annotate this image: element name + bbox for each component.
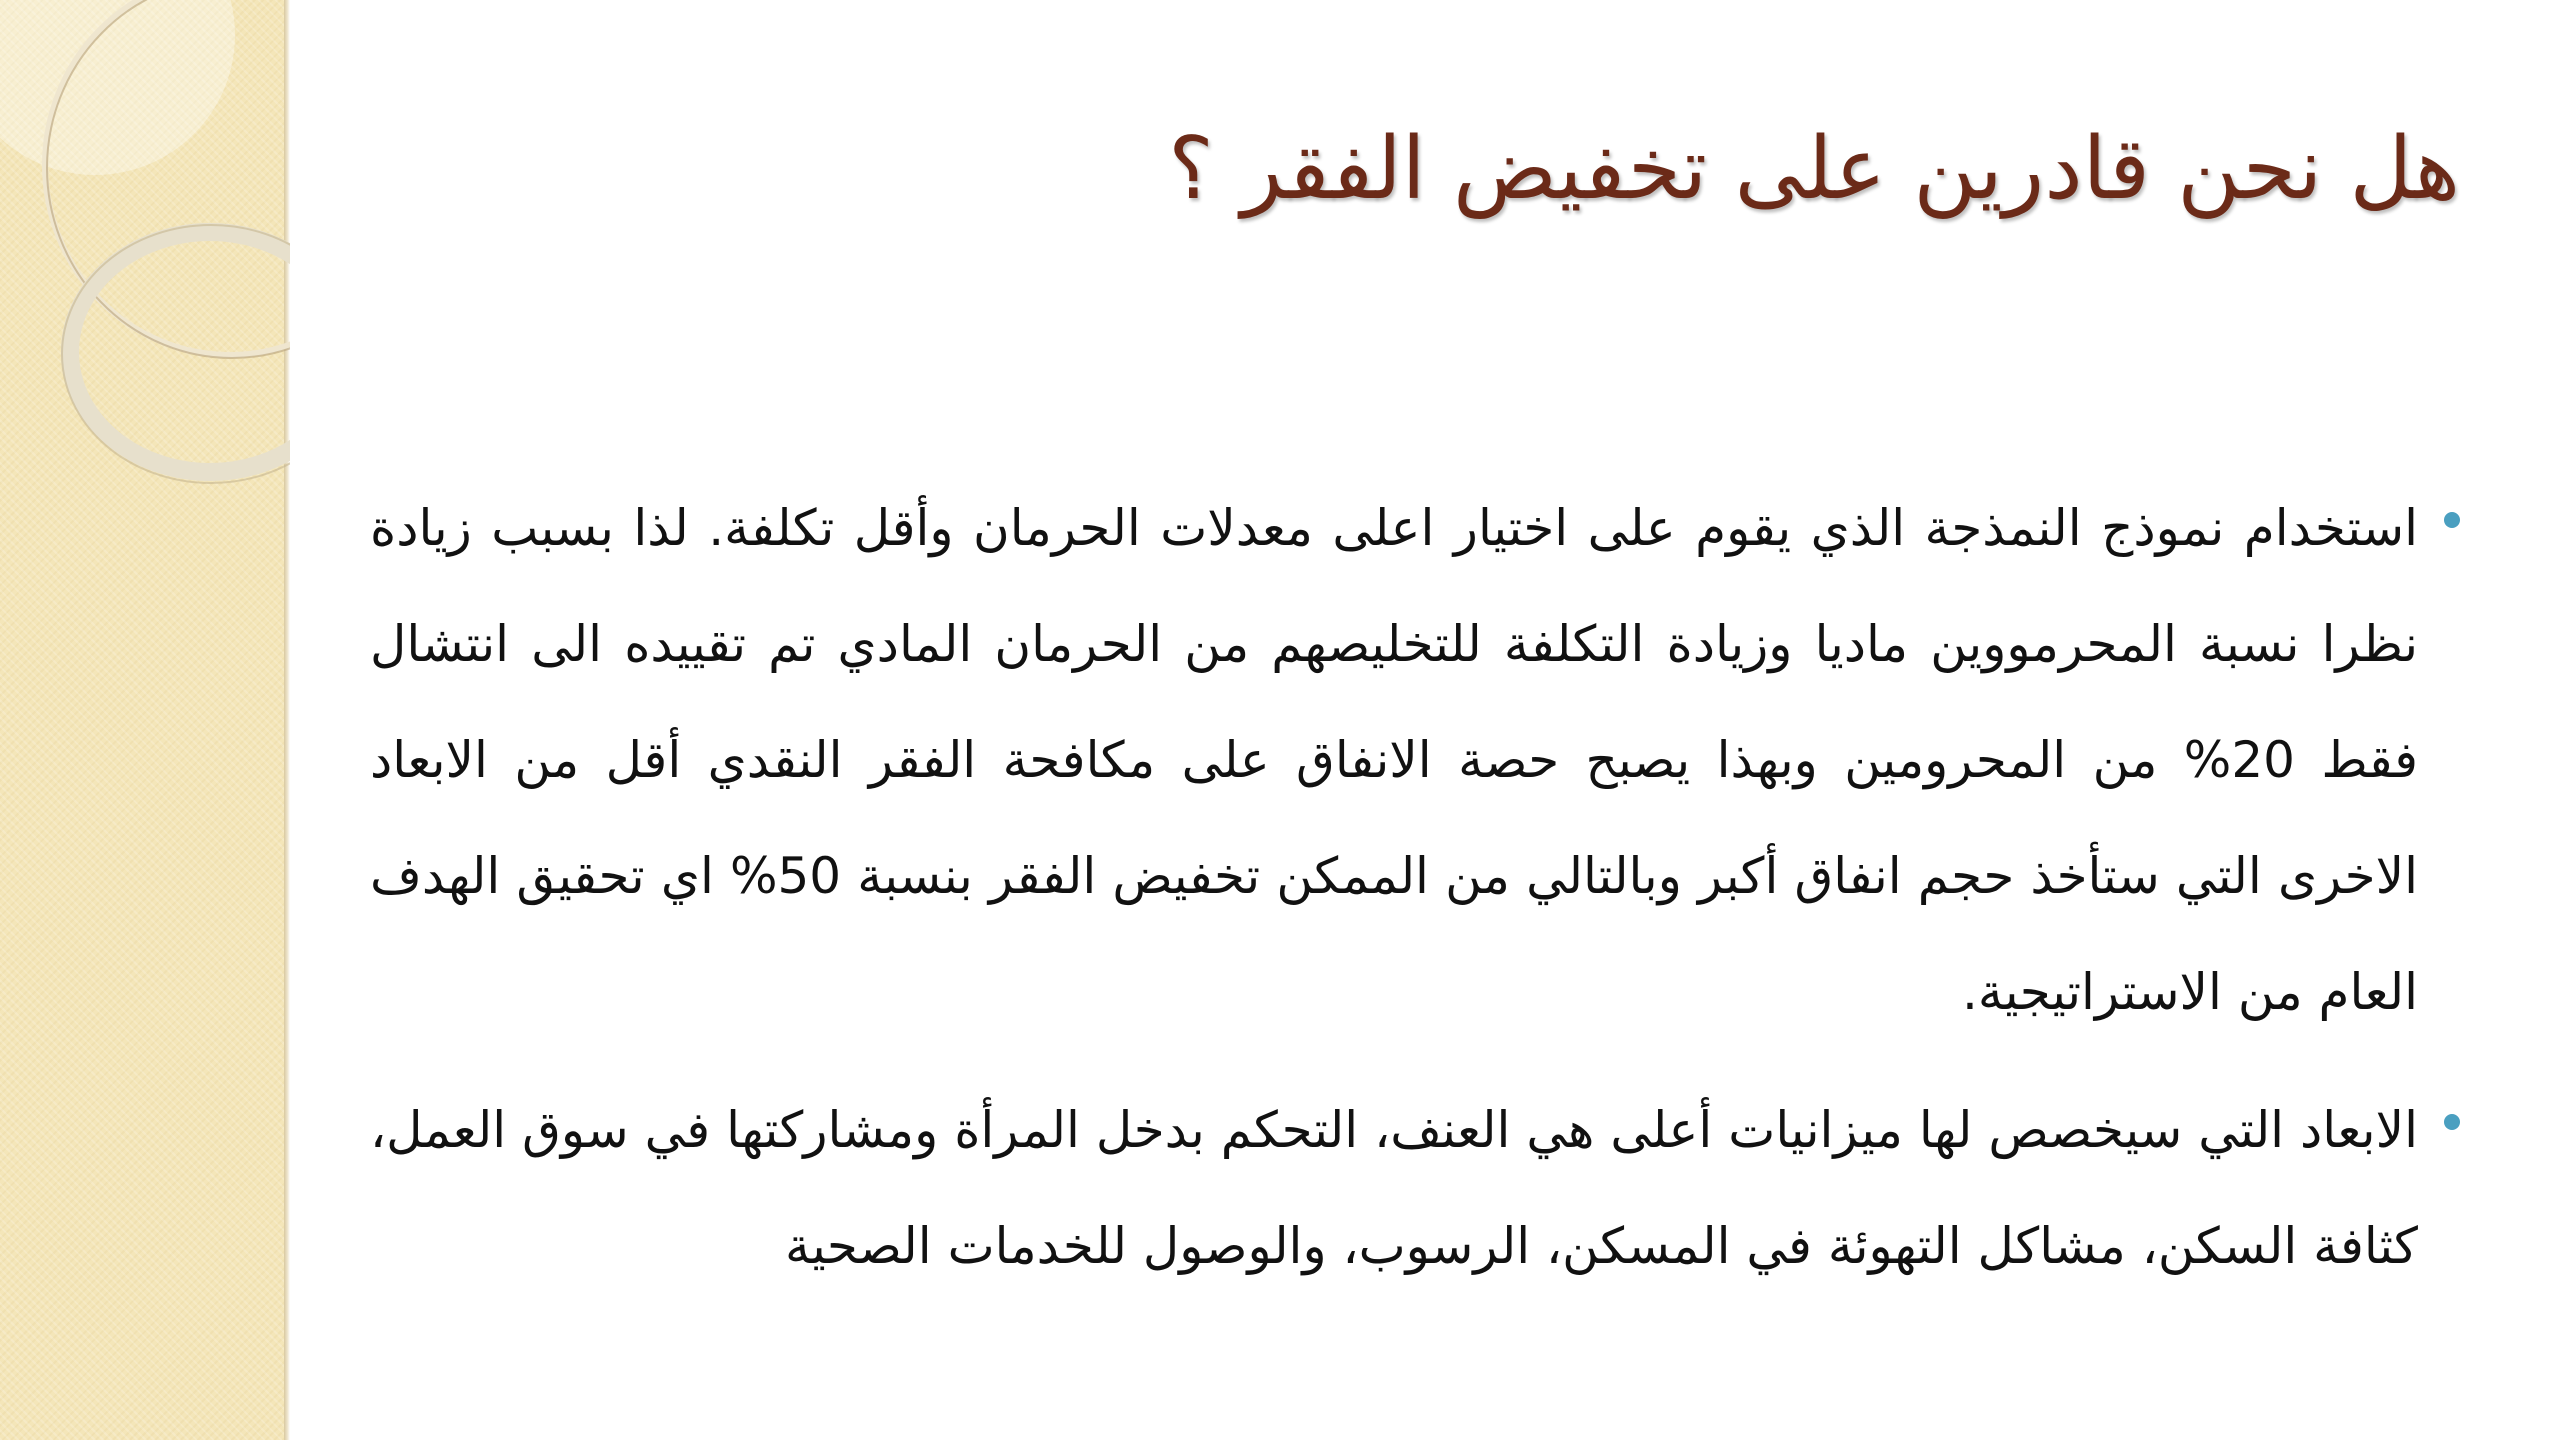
- bullet-dot-icon: [2444, 1114, 2460, 1130]
- bullet-text: استخدام نموذج النمذجة الذي يقوم على اختيار اعلى معدلات الحرمان وأقل تكلفة. لذا بسبب زيادة نظرا نسبة المحرمووين ماديا وزيادة التكلفة للتخليصهم من الحرمان المادي تم تقييده الى انتشال فقط 20% من المحرومين وبهذا يصبح حصة الانفاق على مكافحة الفقر النقدي أقل من الابعاد الاخرى التي ستأخذ حجم انفاق أكبر وبالتالي من الممكن تخفيض الفقر بنسبة 50% اي تحقيق الهدف العام من الاستراتيجية.: [370, 499, 2418, 1021]
- decorative-highlight: [0, 0, 235, 175]
- bullet-item-1: [370, 470, 2460, 1050]
- bullet-dot-icon: [2444, 512, 2460, 528]
- decorative-rings: [0, 0, 290, 520]
- slide-content: [370, 470, 2460, 1326]
- bullet-item-2: [370, 1072, 2460, 1304]
- slide-title: هل نحن قادرين على تخفيض الفقر ؟: [1168, 119, 2460, 219]
- bullet-text: الابعاد التي سيخصص لها ميزانيات أعلى هي العنف، التحكم بدخل المرأة ومشاركتها في سوق العمل، كثافة السكن، مشاكل التهوئة في المسكن، الرسوب، والوصول للخدمات الصحية: [370, 1101, 2418, 1275]
